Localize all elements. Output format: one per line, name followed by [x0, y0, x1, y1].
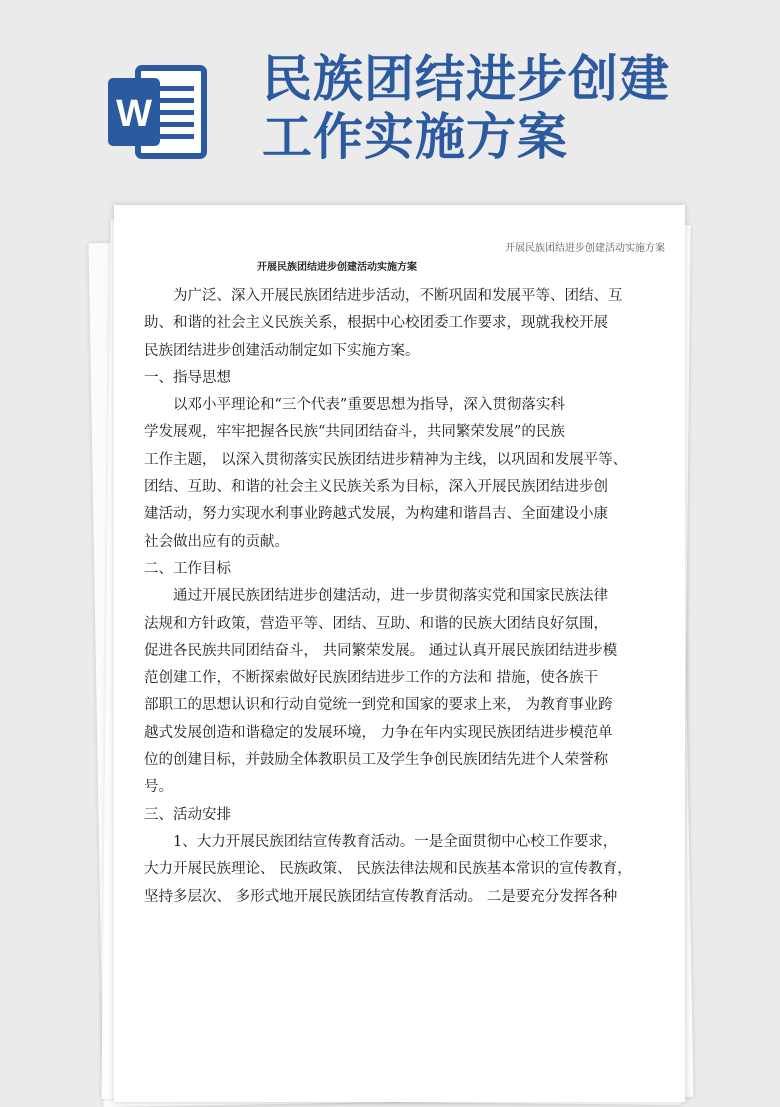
text-line: 范创建工作，不断探索做好民族团结进步工作的方法和 措施，使各族干 [144, 670, 599, 687]
text-line: 法规和方针政策，营造平等、团结、互助、和谐的民族大团结良好氛围， [144, 615, 608, 632]
section-heading: 三、活动安排 [144, 806, 231, 823]
text-line: 号。 [144, 779, 173, 796]
word-letter: W [116, 93, 152, 135]
word-document-icon [108, 64, 208, 160]
text-line: 助、和谐的社会主义民族关系，根据中心校团委工作要求，现就我校开展 [144, 315, 608, 332]
document-title: 开展民族团结进步创建活动实施方案 [257, 262, 417, 273]
text-line: 为广泛、深入开展民族团结进步活动，不断巩固和发展平等、团结、互 [173, 288, 623, 304]
section-heading: 一、指导思想 [144, 369, 231, 386]
text-line: 团结、互助、和谐的社会主义民族关系为目标，深入开展民族团结进步创 [144, 479, 608, 496]
text-line: 越式发展创造和谐稳定的发展环境， 力争在年内实现民族团结进步模范单 [144, 724, 613, 741]
section-heading: 二、工作目标 [144, 560, 231, 577]
text-line: 建活动，努力实现水利事业跨越式发展，为构建和谐昌吉、全面建设小康 [144, 506, 608, 523]
text-line: 大力开展民族理论、 民族政策、 民族法律法规和民族基本常识的宣传教育， [144, 861, 632, 878]
banner-title [262, 50, 670, 166]
text-line: 通过开展民族团结进步创建活动，进一步贯彻落实党和国家民族法律 [173, 588, 608, 605]
text-line: 学发展观，牢牢把握各民族“共同团结奋斗，共同繁荣发展”的民族 [144, 424, 565, 441]
text-line: 坚持多层次、 多形式地开展民族团结宣传教育活动。 二是要充分发挥各种 [144, 888, 618, 905]
text-line: 民族团结进步创建活动制定如下实施方案。 [144, 342, 420, 359]
page-header: 开展民族团结进步创建活动实施方案 [505, 243, 665, 254]
banner-title-line1: 民族团结进步创建 [262, 50, 670, 108]
document-page [114, 205, 685, 1102]
text-line: 促进各民族共同团结奋斗， 共同繁荣发展。 通过认真开展民族团结进步模 [144, 642, 618, 659]
text-line: 部职工的思想认识和行动自觉统一到党和国家的要求上来， 为教育事业跨 [144, 697, 613, 714]
banner-title-line2: 工作实施方案 [262, 108, 568, 166]
document-body [144, 283, 664, 911]
text-line: 工作主题， 以深入贯彻落实民族团结进步精神为主线，以巩固和发展平等、 [144, 451, 628, 468]
text-line: 社会做出应有的贡献。 [144, 533, 289, 550]
text-line: 1、大力开展民族团结宣传教育活动。一是全面贯彻中心校工作要求， [173, 833, 618, 850]
text-line: 以邓小平理论和“三个代表”重要思想为指导，深入贯彻落实科 [173, 397, 565, 414]
text-line: 位的创建目标，并鼓励全体教职员工及学生争创民族团结先进个人荣誉称 [144, 752, 608, 769]
